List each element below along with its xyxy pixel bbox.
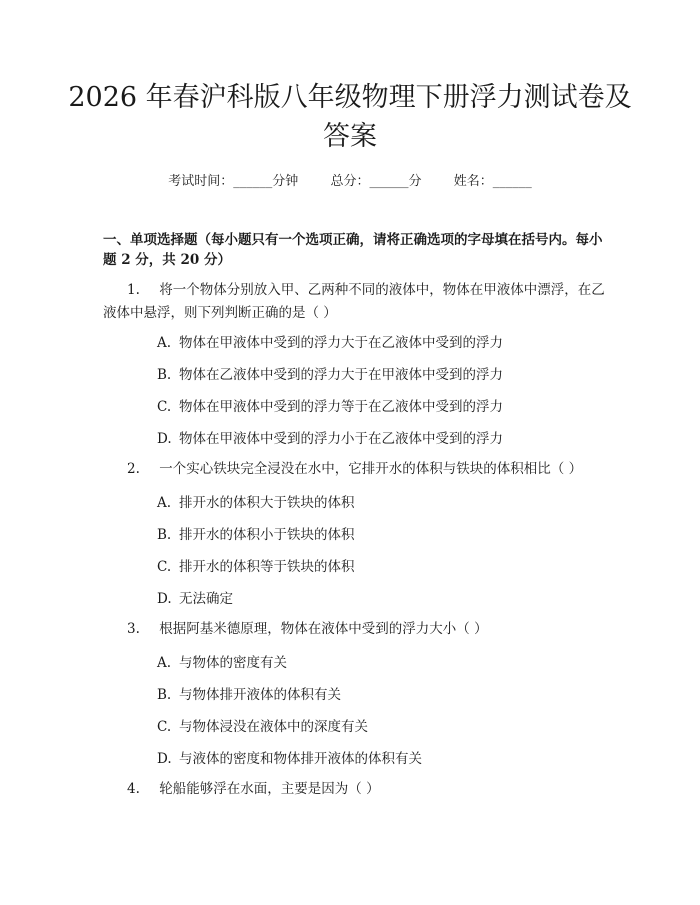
- question-text: 轮船能够浮在水面，主要是因为（ ）: [159, 781, 380, 797]
- question-number: 4.: [127, 781, 140, 797]
- page-title: 2026 年春沪科版八年级物理下册浮力测试卷及答案: [68, 82, 632, 152]
- question-1: [103, 279, 613, 325]
- question-number: 3.: [127, 621, 140, 637]
- question-4: [103, 778, 613, 801]
- option-3c: C. 与物体浸没在液体中的深度有关: [157, 719, 368, 735]
- exam-meta: [0, 170, 700, 189]
- exam-time: 考试时间：______分钟: [168, 174, 299, 189]
- option-3a: A. 与物体的密度有关: [157, 655, 287, 671]
- option-1c: C. 物体在甲液体中受到的浮力等于在乙液体中受到的浮力: [157, 399, 503, 415]
- option-2b: B. 排开水的体积小于铁块的体积: [157, 527, 355, 543]
- question-text: 一个实心铁块完全浸没在水中，它排开水的体积与铁块的体积相比（ ）: [159, 461, 583, 477]
- option-3d: D. 与液体的密度和物体排开液体的体积有关: [157, 751, 422, 767]
- option-1a: A. 物体在甲液体中受到的浮力大于在乙液体中受到的浮力: [157, 335, 503, 351]
- question-text: 将一个物体分别放入甲、乙两种不同的液体中，物体在甲液体中漂浮，在乙液体中悬浮，则下列判断正确的是（ ）: [103, 282, 605, 321]
- option-3b: B. 与物体排开液体的体积有关: [157, 687, 341, 703]
- option-1d: D. 物体在甲液体中受到的浮力小于在乙液体中受到的浮力: [157, 431, 503, 447]
- option-2c: C. 排开水的体积等于铁块的体积: [157, 559, 355, 575]
- question-2: [103, 458, 613, 481]
- section-heading: 一、单项选择题（每小题只有一个选项正确，请将正确选项的字母填在括号内。每小题 2 分，共 20 分）: [103, 232, 603, 268]
- option-2d: D. 无法确定: [157, 591, 233, 607]
- question-text: 根据阿基米德原理，物体在液体中受到的浮力大小（ ）: [159, 621, 488, 637]
- student-name: 姓名：______: [453, 174, 532, 189]
- question-3: [103, 618, 613, 641]
- option-2a: A. 排开水的体积大于铁块的体积: [157, 495, 355, 511]
- question-number: 1.: [127, 282, 140, 298]
- question-number: 2.: [127, 461, 140, 477]
- exam-score: 总分：______分: [330, 174, 422, 189]
- option-1b: B. 物体在乙液体中受到的浮力大于在甲液体中受到的浮力: [157, 367, 503, 383]
